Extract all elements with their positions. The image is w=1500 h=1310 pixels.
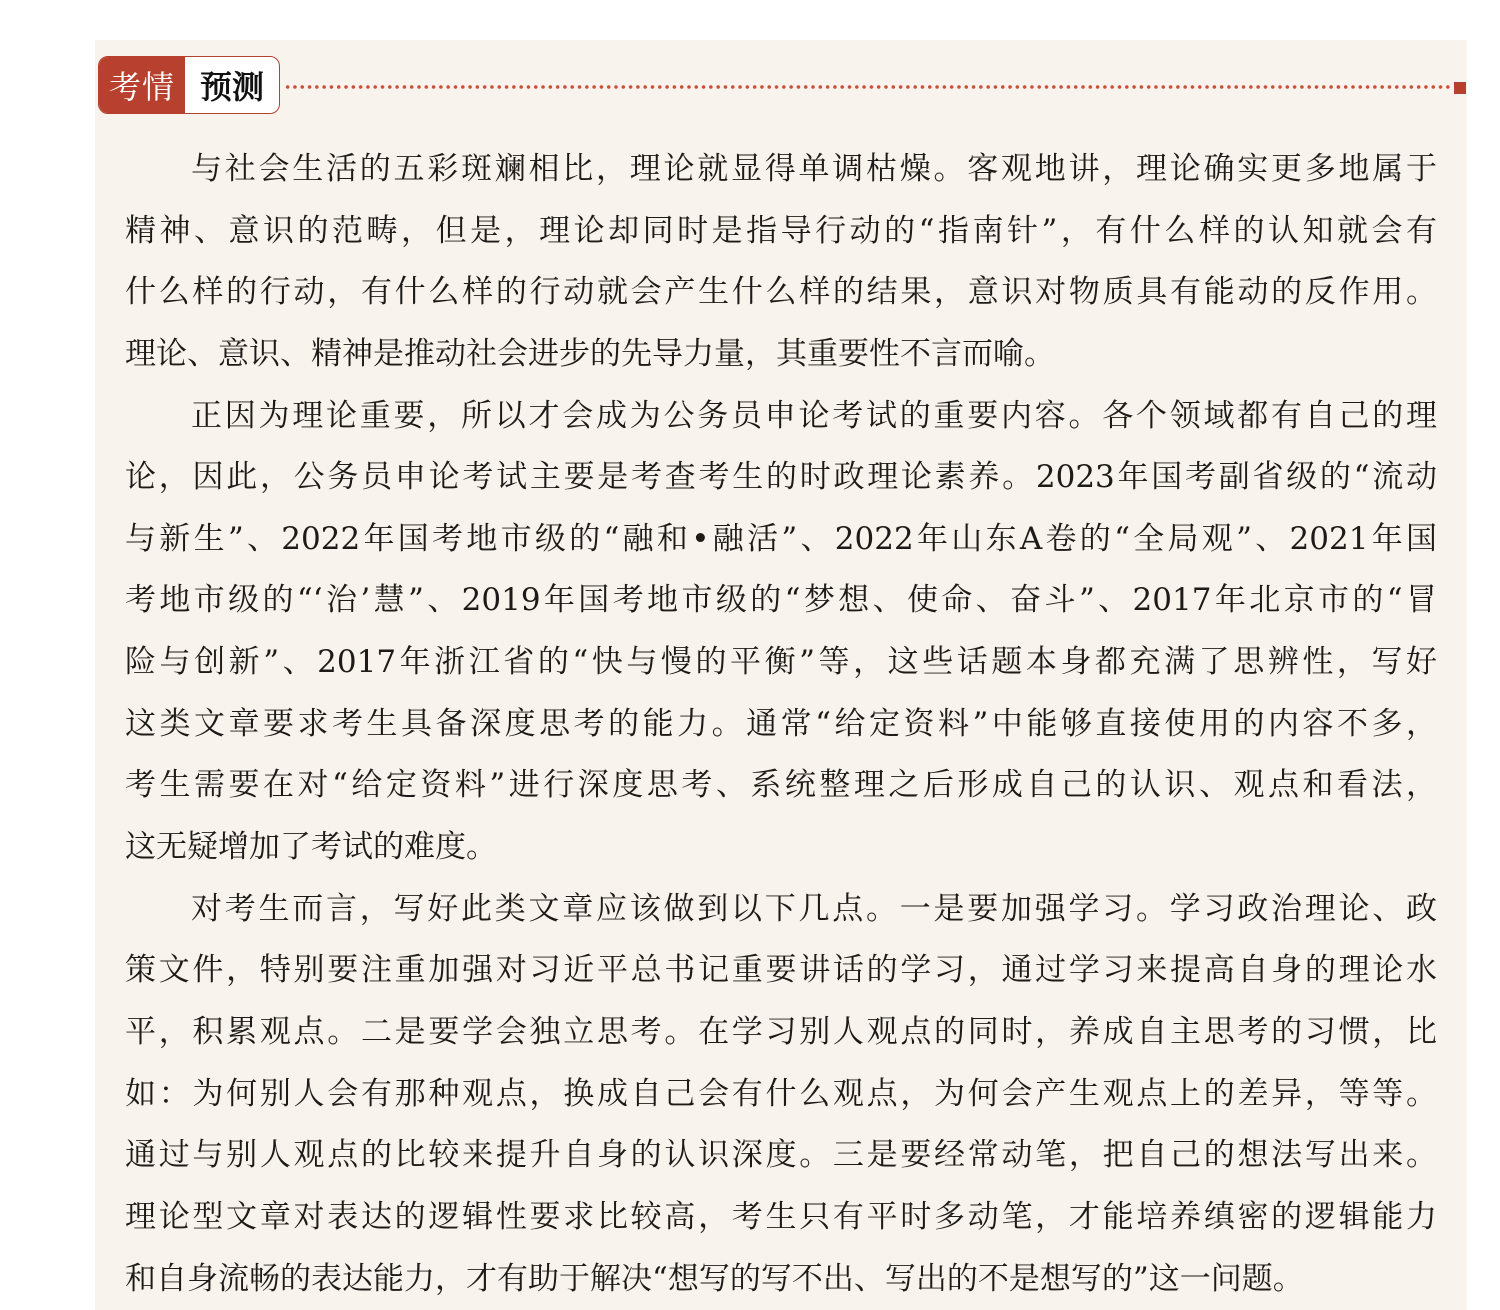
section-header-badge xyxy=(98,56,280,114)
paragraph-line: 这类文章要求考生具备深度思考的能力。通常“给定资料”中能够直接使用的内容不多， xyxy=(125,705,1437,742)
section-header-label-part1: 考情 xyxy=(99,57,185,113)
paragraph-line: 平，积累观点。二是要学会独立思考。在学习别人观点的同时，养成自主思考的习惯，比 xyxy=(125,1013,1437,1050)
paragraph-line: 考地市级的“‘治’慧”、2019年国考地市级的“梦想、使命、奋斗”、2017年北京市的“冒 xyxy=(125,582,1437,619)
paragraph xyxy=(125,386,1437,879)
section-header-label-part2: 预测 xyxy=(199,68,264,106)
paragraph-line: 论，因此，公务员申论考试主要是考查考生的时政理论素养。2023年国考副省级的“流动 xyxy=(125,459,1437,496)
paragraph-line: 和自身流畅的表达能力，才有助于解决“想写的写不出、写出的不是想写的”这一问题。 xyxy=(125,1260,1304,1297)
paragraph-line: 通过与别人观点的比较来提升自身的认识深度。三是要经常动笔，把自己的想法写出来。 xyxy=(125,1137,1437,1174)
paragraph xyxy=(125,139,1437,386)
divider-end-square xyxy=(1454,82,1466,94)
paragraph-line: 如：为何别人会有那种观点，换成自己会有什么观点，为何会产生观点上的差异，等等。 xyxy=(125,1075,1437,1112)
paragraph-line: 策文件，特别要注重加强对习近平总书记重要讲话的学习，通过学习来提高自身的理论水 xyxy=(125,952,1437,989)
dotted-divider xyxy=(284,84,1452,90)
paragraph-line: 与社会生活的五彩斑斓相比，理论就显得单调枯燥。客观地讲，理论确实更多地属于 xyxy=(191,151,1437,187)
paragraph-line: 与新生”、2022年国考地市级的“融和•融活”、2022年山东A卷的“全局观”、2021年国 xyxy=(125,520,1437,557)
paragraph-line: 正因为理论重要，所以才会成为公务员申论考试的重要内容。各个领域都有自己的理 xyxy=(191,397,1437,434)
paragraph-line: 理论型文章对表达的逻辑性要求比较高，考生只有平时多动笔，才能培养缜密的逻辑能力 xyxy=(125,1198,1437,1235)
paragraph-line: 理论、意识、精神是推动社会进步的先导力量，其重要性不言而喻。 xyxy=(125,335,1055,372)
paragraph-line: 这无疑增加了考试的难度。 xyxy=(125,829,497,866)
paragraph-line: 对考生而言，写好此类文章应该做到以下几点。一是要加强学习。学习政治理论、政 xyxy=(191,890,1437,927)
paragraph-line: 考生需要在对“给定资料”进行深度思考、系统整理之后形成自己的认识、观点和看法， xyxy=(125,767,1437,804)
paragraph-line: 精神、意识的范畴，但是，理论却同时是指导行动的“指南针”，有什么样的认知就会有 xyxy=(125,212,1437,249)
paragraph xyxy=(125,879,1437,1310)
article-body xyxy=(125,139,1437,1310)
paragraph-line: 险与创新”、2017年浙江省的“快与慢的平衡”等，这些话题本身都充满了思辨性，写好 xyxy=(125,644,1437,681)
paragraph-line: 什么样的行动，有什么样的行动就会产生什么样的结果，意识对物质具有能动的反作用。 xyxy=(125,274,1437,311)
